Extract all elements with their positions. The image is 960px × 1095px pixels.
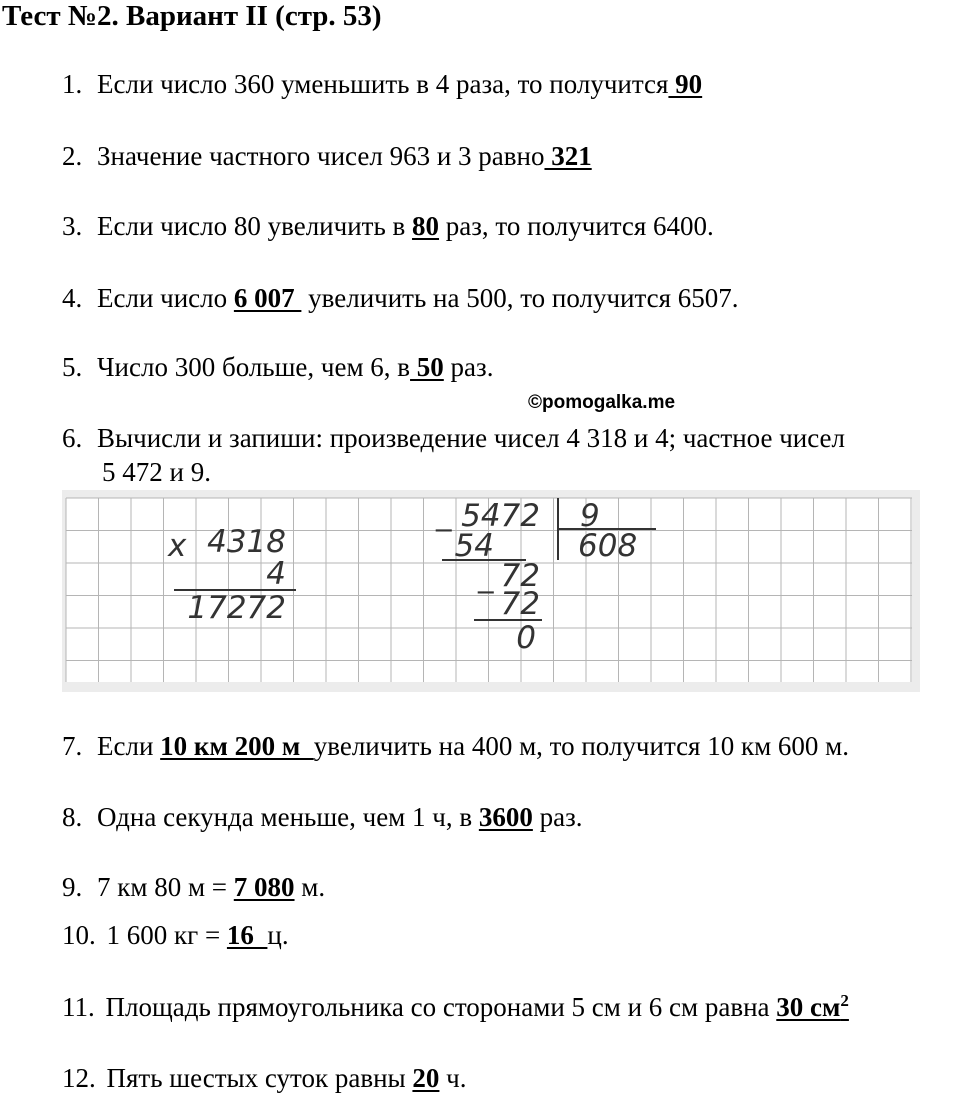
task-answer: 6 007 [233, 283, 302, 313]
page-title: Тест №2. Вариант II (стр. 53) [2, 0, 382, 32]
task-text: Площадь прямоугольника со сторонами 5 см и 6 см равна [105, 992, 777, 1022]
task-3 [62, 210, 714, 242]
task-answer-superscript: 2 [840, 991, 849, 1010]
task-7 [62, 730, 849, 762]
task-answer [776, 992, 849, 1022]
task-text: Значение частного чисел 963 и 3 равно [97, 141, 545, 171]
task-text: Если число [97, 283, 234, 313]
task-4 [62, 282, 739, 314]
div-remainder-2: 0 [516, 620, 536, 656]
task-answer: 80 [412, 211, 440, 241]
div-subtrahend-2: 72 [500, 586, 540, 622]
task-answer: 7 080 [233, 872, 295, 902]
grid-lines [62, 490, 920, 692]
task-8 [62, 801, 583, 833]
task-2 [62, 140, 592, 172]
task-number: 5. [62, 352, 83, 382]
mult-factor-b: 4 [266, 556, 286, 592]
task-text-after: ч. [439, 1063, 467, 1093]
task-text: Пять шестых суток равны [106, 1063, 413, 1093]
div-minus-2: _ [478, 558, 494, 594]
task-12 [62, 1062, 467, 1094]
watermark: ©pomogalka.me [528, 392, 676, 413]
task-1 [62, 68, 702, 100]
task-9 [62, 871, 325, 903]
task-6-line-2: 5 472 и 9. [102, 457, 211, 487]
task-number: 3. [62, 211, 83, 241]
task-answer: 321 [544, 141, 592, 171]
task-text: Одна секунда меньше, чем 1 ч, в [97, 802, 479, 832]
task-number: 10. [62, 920, 96, 950]
task-6 [62, 422, 845, 454]
task-5 [62, 351, 493, 383]
task-answer: 50 [410, 352, 444, 382]
task-text-after: ц. [267, 920, 289, 950]
div-dividend: 5472 [461, 498, 540, 534]
task-answer: 3600 [478, 802, 533, 832]
task-11 [62, 991, 849, 1023]
task-answer: 90 [668, 69, 703, 99]
task-number: 4. [62, 283, 83, 313]
mult-factor-a: 4318 [207, 524, 286, 560]
task-number: 2. [62, 141, 83, 171]
task-text: 7 км 80 м = [97, 872, 234, 902]
task-text-after: раз. [532, 802, 583, 832]
div-remainder-1: 72 [500, 558, 540, 594]
task-answer-value: 30 см [776, 992, 841, 1022]
calculation-grid [62, 490, 920, 692]
task-answer: 16 [226, 920, 268, 950]
task-number: 1. [62, 69, 83, 99]
task-answer: 10 км 200 м [160, 731, 314, 761]
mult-sign: x [168, 528, 187, 564]
task-text: Вычисли и запиши: произведение чисел 4 318 и 4; частное чисел [97, 423, 846, 453]
task-text-after: увеличить на 400 м, то получится 10 км 600 м. [313, 731, 850, 761]
task-text: Если [97, 731, 161, 761]
div-minus-1: _ [436, 496, 452, 532]
task-number: 6. [62, 423, 83, 453]
task-number: 8. [62, 802, 83, 832]
task-number: 9. [62, 872, 83, 902]
task-text-after: увеличить на 500, то получится 6507. [301, 283, 739, 313]
task-text: 1 600 кг = [106, 920, 227, 950]
task-number: 11. [62, 992, 95, 1022]
task-text-after: м. [294, 872, 326, 902]
mult-result: 17272 [187, 590, 286, 626]
task-answer: 20 [412, 1063, 440, 1093]
div-divisor: 9 [580, 498, 600, 534]
div-quotient: 608 [578, 528, 638, 564]
task-text: Число 300 больше, чем 6, в [97, 352, 411, 382]
task-text-after: раз. [443, 352, 494, 382]
task-text: Если число 80 увеличить в [97, 211, 413, 241]
task-number: 12. [62, 1063, 96, 1093]
task-text-after: раз, то получится 6400. [439, 211, 714, 241]
task-10 [62, 919, 289, 951]
task-text: Если число 360 уменьшить в 4 раза, то получится [97, 69, 669, 99]
task-number: 7. [62, 731, 83, 761]
div-subtrahend-1: 54 [454, 528, 494, 564]
